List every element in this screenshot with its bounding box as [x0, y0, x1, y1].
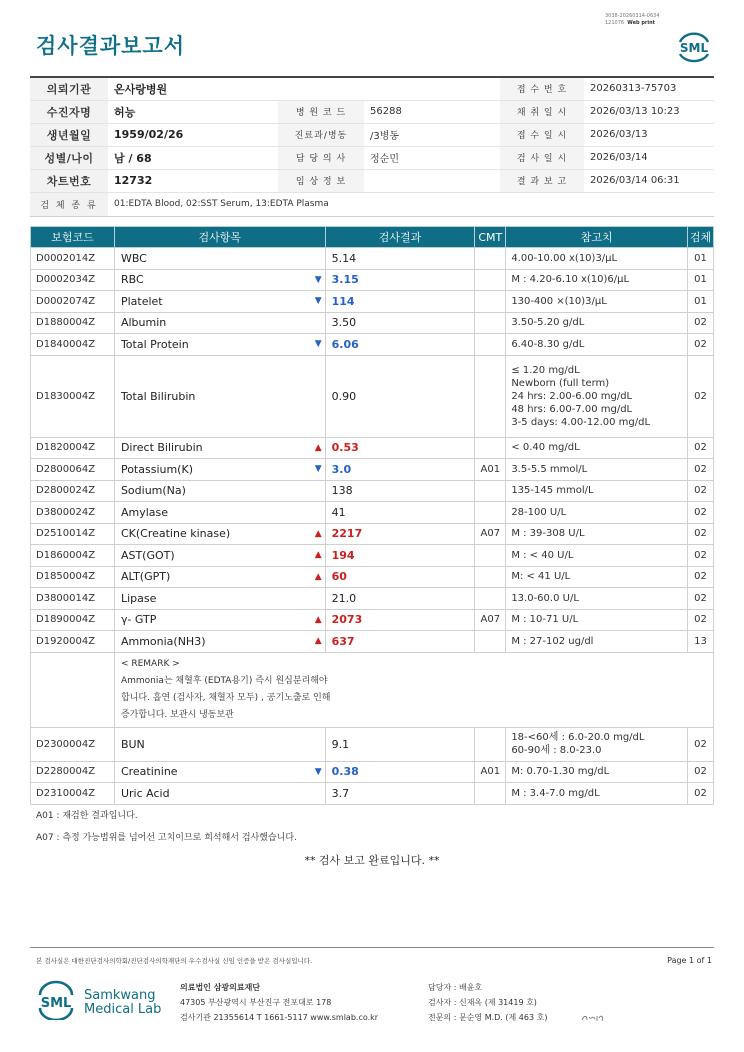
requester-label: 의뢰기관 — [30, 77, 108, 100]
remark-line: < REMARK > — [120, 658, 180, 669]
specimen-code: 02 — [687, 783, 713, 805]
low-flag-icon: ▼ — [314, 339, 322, 350]
receipt-date-label: 접 수 일 시 — [500, 123, 584, 146]
remark-line: 합니다. 흡연 (검사자, 채혈자 모두) , 공기노출로 인해 — [120, 692, 331, 703]
reference-range — [506, 334, 688, 356]
reference-range — [506, 631, 688, 653]
reference-line: 24 hrs: 2.00-6.00 mg/dL — [511, 390, 633, 402]
high-flag-icon: ▲ — [314, 528, 322, 539]
receipt-no-label: 접 수 번 호 — [500, 77, 584, 100]
collect-time-value: 2026/03/13 10:23 — [584, 100, 714, 123]
comment-code — [475, 566, 506, 588]
result-row — [31, 269, 714, 291]
test-name-label: Albumin — [120, 316, 167, 330]
high-flag-icon: ▲ — [314, 442, 322, 453]
low-flag-icon: ▼ — [314, 464, 322, 475]
result-row — [31, 588, 714, 610]
doctor-value: 정순민 — [364, 146, 500, 169]
report-complete: ** 검사 보고 완료입니다. ** — [304, 854, 440, 867]
doctor-label: 담 당 의 사 — [278, 146, 364, 169]
test-name-label: Total Bilirubin — [120, 389, 196, 403]
test-result: 6.06 — [325, 334, 475, 356]
chart-value: 12732 — [108, 169, 278, 192]
reference-range — [506, 459, 688, 481]
reference-range — [506, 437, 688, 459]
test-name-label: AST(GOT) — [120, 548, 175, 562]
comment-code: A07 — [475, 523, 506, 545]
reference-range — [506, 761, 688, 783]
comment-code: A01 — [475, 761, 506, 783]
receipt-no-value: 20260313-75703 — [584, 77, 714, 100]
signature — [580, 1012, 606, 1024]
sex-age-value: 남 / 68 — [108, 146, 278, 169]
reference-line: 60-90세 : 8.0-23.0 — [511, 745, 602, 756]
insurance-code: D2280004Z — [31, 761, 115, 783]
report-date-label: 결 과 보 고 — [500, 169, 584, 192]
reference-line: Newborn (full term) — [511, 377, 610, 389]
specimen-code: 02 — [687, 502, 713, 524]
result-row — [31, 291, 714, 313]
specimen-code: 02 — [687, 480, 713, 502]
reference-range — [506, 523, 688, 545]
result-row — [31, 545, 714, 567]
dob-value: 1959/02/26 — [108, 123, 278, 146]
reference-line: 18-<60세 : 6.0-20.0 mg/dL — [511, 732, 645, 743]
specimen-code: 02 — [687, 566, 713, 588]
specimen-code: 13 — [687, 631, 713, 653]
reference-line: 48 hrs: 6.00-7.00 mg/dL — [511, 403, 633, 415]
reference-line: M : < 40 U/L — [511, 549, 574, 561]
note-a01: A01 : 재검한 결과입니다. — [36, 811, 138, 821]
sex-age-label: 성별/나이 — [30, 146, 108, 169]
result-row — [31, 355, 714, 437]
comment-code — [475, 312, 506, 334]
insurance-code: D1890004Z — [31, 609, 115, 631]
reference-range — [506, 355, 688, 437]
specimen-code: 02 — [687, 588, 713, 610]
reference-line: M: 0.70-1.30 mg/dL — [511, 766, 610, 778]
reference-line: M : 27-102 ug/dl — [511, 635, 594, 647]
reference-range — [506, 248, 688, 270]
test-result: 194 — [325, 545, 475, 567]
insurance-code: D0002014Z — [31, 248, 115, 270]
hospital-code-label: 병 원 코 드 — [278, 100, 364, 123]
reference-line: M : 10-71 U/L — [511, 614, 579, 626]
result-row — [31, 312, 714, 334]
test-name-label: Potassium(K) — [120, 462, 193, 476]
remark-line: 증가합니다. 보관시 냉동보관 — [120, 709, 234, 720]
specimen-code: 02 — [687, 312, 713, 334]
test-result: 60 — [325, 566, 475, 588]
insurance-code: D2510014Z — [31, 523, 115, 545]
insurance-code: D1920004Z — [31, 631, 115, 653]
high-flag-icon: ▲ — [314, 614, 322, 625]
specimen-code: 01 — [687, 248, 713, 270]
test-result: 0.53 — [325, 437, 475, 459]
patient-value: 허능 — [108, 100, 278, 123]
test-name-label: RBC — [120, 273, 144, 287]
result-row — [31, 523, 714, 545]
remark-code-cell — [31, 652, 115, 727]
reference-range — [506, 269, 688, 291]
comment-code — [475, 480, 506, 502]
patient-info-table — [30, 76, 714, 217]
reference-range — [506, 502, 688, 524]
reference-line: M: < 41 U/L — [511, 571, 571, 583]
test-name-label: γ- GTP — [120, 613, 157, 627]
test-name — [114, 459, 325, 481]
test-name — [114, 355, 325, 437]
col-ref: 참고치 — [506, 227, 688, 248]
certification-text: 본 검사실은 대한진단검사의학회/진단검사의학재단의 우수검사실 신임 인증을 받은 검사실입니다. — [36, 957, 313, 965]
sml-logo-bottom — [36, 980, 76, 1020]
result-row — [31, 609, 714, 631]
reference-line: M : 4.20-6.10 x(10)6/μL — [511, 274, 630, 286]
insurance-code: D0002074Z — [31, 291, 115, 313]
clinical-label: 임 상 정 보 — [278, 169, 364, 192]
comment-code — [475, 269, 506, 291]
test-name — [114, 761, 325, 783]
specimen-code: 02 — [687, 609, 713, 631]
reference-range — [506, 545, 688, 567]
col-result: 검사결과 — [325, 227, 475, 248]
specimen-code: 02 — [687, 355, 713, 437]
test-name — [114, 609, 325, 631]
test-name-label: CK(Creatine kinase) — [120, 527, 231, 541]
test-name-label: Creatinine — [120, 765, 178, 779]
dept-label: 진료과/병동 — [278, 123, 364, 146]
reference-range — [506, 727, 688, 761]
comment-code — [475, 248, 506, 270]
test-result: 21.0 — [325, 588, 475, 610]
hospital-code-value: 56288 — [364, 100, 500, 123]
report-title: 검사결과보고서 — [36, 34, 186, 58]
svg-text:SML: SML — [40, 996, 72, 1011]
reference-line: M : 3.4-7.0 mg/dL — [511, 787, 600, 799]
test-result: 637 — [325, 631, 475, 653]
test-name — [114, 523, 325, 545]
specimen-code: 02 — [687, 545, 713, 567]
specimen-code: 02 — [687, 761, 713, 783]
test-date-label: 검 사 일 시 — [500, 146, 584, 169]
remark-row — [31, 652, 714, 727]
insurance-code: D1820004Z — [31, 437, 115, 459]
insurance-code: D3800024Z — [31, 502, 115, 524]
col-spec: 검체 — [687, 227, 713, 248]
reference-range — [506, 480, 688, 502]
comment-code — [475, 783, 506, 805]
test-name — [114, 783, 325, 805]
result-row — [31, 437, 714, 459]
print-code: 3038-20260314-0634 121076 Web print — [605, 13, 660, 26]
reference-range — [506, 566, 688, 588]
test-result: 3.0 — [325, 459, 475, 481]
test-name-label: Platelet — [120, 294, 163, 308]
insurance-code: D2300004Z — [31, 727, 115, 761]
reference-range — [506, 312, 688, 334]
result-row — [31, 248, 714, 270]
reference-line: M : 39-308 U/L — [511, 528, 585, 540]
foundation-info: 의료법인 삼광의료재단 47305 부산광역시 부산진구 전포대로 178 검사기관 21355614 T 1661-5117 www.smlab.co.kr — [180, 983, 379, 1022]
test-date-value: 2026/03/14 — [584, 146, 714, 169]
result-row — [31, 761, 714, 783]
report-date-value: 2026/03/14 06:31 — [584, 169, 714, 192]
comment-code — [475, 631, 506, 653]
reference-line: < 0.40 mg/dL — [511, 442, 580, 454]
reference-range — [506, 783, 688, 805]
footer-divider — [30, 947, 714, 948]
sml-logo-top — [674, 28, 714, 64]
comment-code — [475, 588, 506, 610]
low-flag-icon: ▼ — [314, 766, 322, 777]
specimen-code: 01 — [687, 269, 713, 291]
specimen-code: 01 — [687, 291, 713, 313]
test-result: 3.15 — [325, 269, 475, 291]
test-name-label: Lipase — [120, 591, 157, 605]
insurance-code: D1830004Z — [31, 355, 115, 437]
test-name-label: Uric Acid — [120, 786, 170, 800]
page-number: Page 1 of 1 — [667, 956, 712, 965]
reference-line: 4.00-10.00 x(10)3/μL — [511, 252, 618, 264]
test-name — [114, 248, 325, 270]
reference-line: 3.50-5.20 g/dL — [511, 317, 585, 329]
test-name-label: WBC — [120, 251, 147, 265]
reference-range — [506, 609, 688, 631]
test-name-label: Amylase — [120, 505, 168, 519]
insurance-code: D1840004Z — [31, 334, 115, 356]
test-name — [114, 566, 325, 588]
test-name-label: BUN — [120, 737, 145, 751]
test-result: 3.7 — [325, 783, 475, 805]
test-name-label: Direct Bilirubin — [120, 441, 203, 455]
specimen-code: 02 — [687, 523, 713, 545]
insurance-code: D0002034Z — [31, 269, 115, 291]
chart-label: 차트번호 — [30, 169, 108, 192]
high-flag-icon: ▲ — [314, 571, 322, 582]
test-result: 2073 — [325, 609, 475, 631]
remark-text — [114, 652, 713, 727]
low-flag-icon: ▼ — [314, 274, 322, 285]
test-result: 2217 — [325, 523, 475, 545]
comment-code — [475, 727, 506, 761]
test-name — [114, 437, 325, 459]
insurance-code: D1880004Z — [31, 312, 115, 334]
comment-code — [475, 291, 506, 313]
specimen-value: 01:EDTA Blood, 02:SST Serum, 13:EDTA Plasma — [108, 192, 714, 216]
test-result: 3.50 — [325, 312, 475, 334]
comment-code: A01 — [475, 459, 506, 481]
results-body — [31, 248, 714, 805]
reference-line: 6.40-8.30 g/dL — [511, 338, 585, 350]
patient-label: 수진자명 — [30, 100, 108, 123]
brand-name: Samkwang Medical Lab — [84, 988, 162, 1017]
dept-value: /3병동 — [364, 123, 500, 146]
insurance-code: D2800024Z — [31, 480, 115, 502]
reference-line: 3-5 days: 4.00-12.00 mg/dL — [511, 416, 651, 428]
test-name — [114, 480, 325, 502]
receipt-date-value: 2026/03/13 — [584, 123, 714, 146]
test-result: 0.90 — [325, 355, 475, 437]
comment-code — [475, 545, 506, 567]
reference-line: 28-100 U/L — [511, 506, 567, 518]
dob-label: 생년월일 — [30, 123, 108, 146]
test-result: 9.1 — [325, 727, 475, 761]
test-name — [114, 502, 325, 524]
specimen-code: 02 — [687, 334, 713, 356]
svg-text:SML: SML — [679, 41, 709, 55]
test-name — [114, 631, 325, 653]
reference-line: 3.5-5.5 mmol/L — [511, 463, 588, 475]
test-name — [114, 312, 325, 334]
test-name — [114, 334, 325, 356]
test-name — [114, 269, 325, 291]
reference-range — [506, 291, 688, 313]
reference-line: 135-145 mmol/L — [511, 485, 594, 497]
high-flag-icon: ▲ — [314, 636, 322, 647]
requester-value: 온사랑병원 — [108, 77, 500, 100]
results-table — [30, 226, 714, 805]
test-name — [114, 545, 325, 567]
test-result: 0.38 — [325, 761, 475, 783]
result-row — [31, 459, 714, 481]
test-result: 138 — [325, 480, 475, 502]
test-result: 41 — [325, 502, 475, 524]
remark-line: Ammonia는 채혈후 (EDTA용기) 즉시 원심분리해야 — [120, 675, 328, 686]
result-row — [31, 502, 714, 524]
comment-code — [475, 334, 506, 356]
insurance-code: D3800014Z — [31, 588, 115, 610]
test-name-label: Ammonia(NH3) — [120, 634, 206, 648]
note-a07: A07 : 측정 가능범위를 넘어선 고치이므로 희석해서 검사했습니다. — [36, 833, 297, 843]
test-name-label: Total Protein — [120, 337, 189, 351]
result-row — [31, 566, 714, 588]
test-name-label: Sodium(Na) — [120, 484, 186, 498]
test-name — [114, 291, 325, 313]
results-header-row — [31, 227, 714, 248]
result-row — [31, 334, 714, 356]
specimen-label: 검 체 종 류 — [30, 192, 108, 216]
specimen-code: 02 — [687, 437, 713, 459]
result-row — [31, 631, 714, 653]
test-name — [114, 588, 325, 610]
insurance-code: D2310004Z — [31, 783, 115, 805]
insurance-code: D1860004Z — [31, 545, 115, 567]
insurance-code: D2800064Z — [31, 459, 115, 481]
test-name-label: ALT(GPT) — [120, 570, 171, 584]
test-result: 5.14 — [325, 248, 475, 270]
result-row — [31, 783, 714, 805]
staff-info: 담당자 : 배윤호 검사자 : 신재옥 (제 31419 호) 전문의 : 문순영 M.D. (제 463 호) — [428, 983, 548, 1022]
col-code: 보험코드 — [31, 227, 115, 248]
collect-time-label: 채 취 일 시 — [500, 100, 584, 123]
reference-line: 130-400 ×(10)3/μL — [511, 295, 607, 307]
comment-code — [475, 502, 506, 524]
insurance-code: D1850004Z — [31, 566, 115, 588]
specimen-code: 02 — [687, 459, 713, 481]
specimen-code: 02 — [687, 727, 713, 761]
comment-code: A07 — [475, 609, 506, 631]
reference-line: ≤ 1.20 mg/dL — [511, 364, 580, 376]
low-flag-icon: ▼ — [314, 296, 322, 307]
col-item: 검사항목 — [114, 227, 325, 248]
comment-code — [475, 437, 506, 459]
reference-range — [506, 588, 688, 610]
result-row — [31, 480, 714, 502]
test-name — [114, 727, 325, 761]
col-cmt: CMT — [475, 227, 506, 248]
reference-line: 13.0-60.0 U/L — [511, 592, 579, 604]
comment-code — [475, 355, 506, 437]
test-result: 114 — [325, 291, 475, 313]
high-flag-icon: ▲ — [314, 550, 322, 561]
clinical-value — [364, 169, 500, 192]
result-row — [31, 727, 714, 761]
